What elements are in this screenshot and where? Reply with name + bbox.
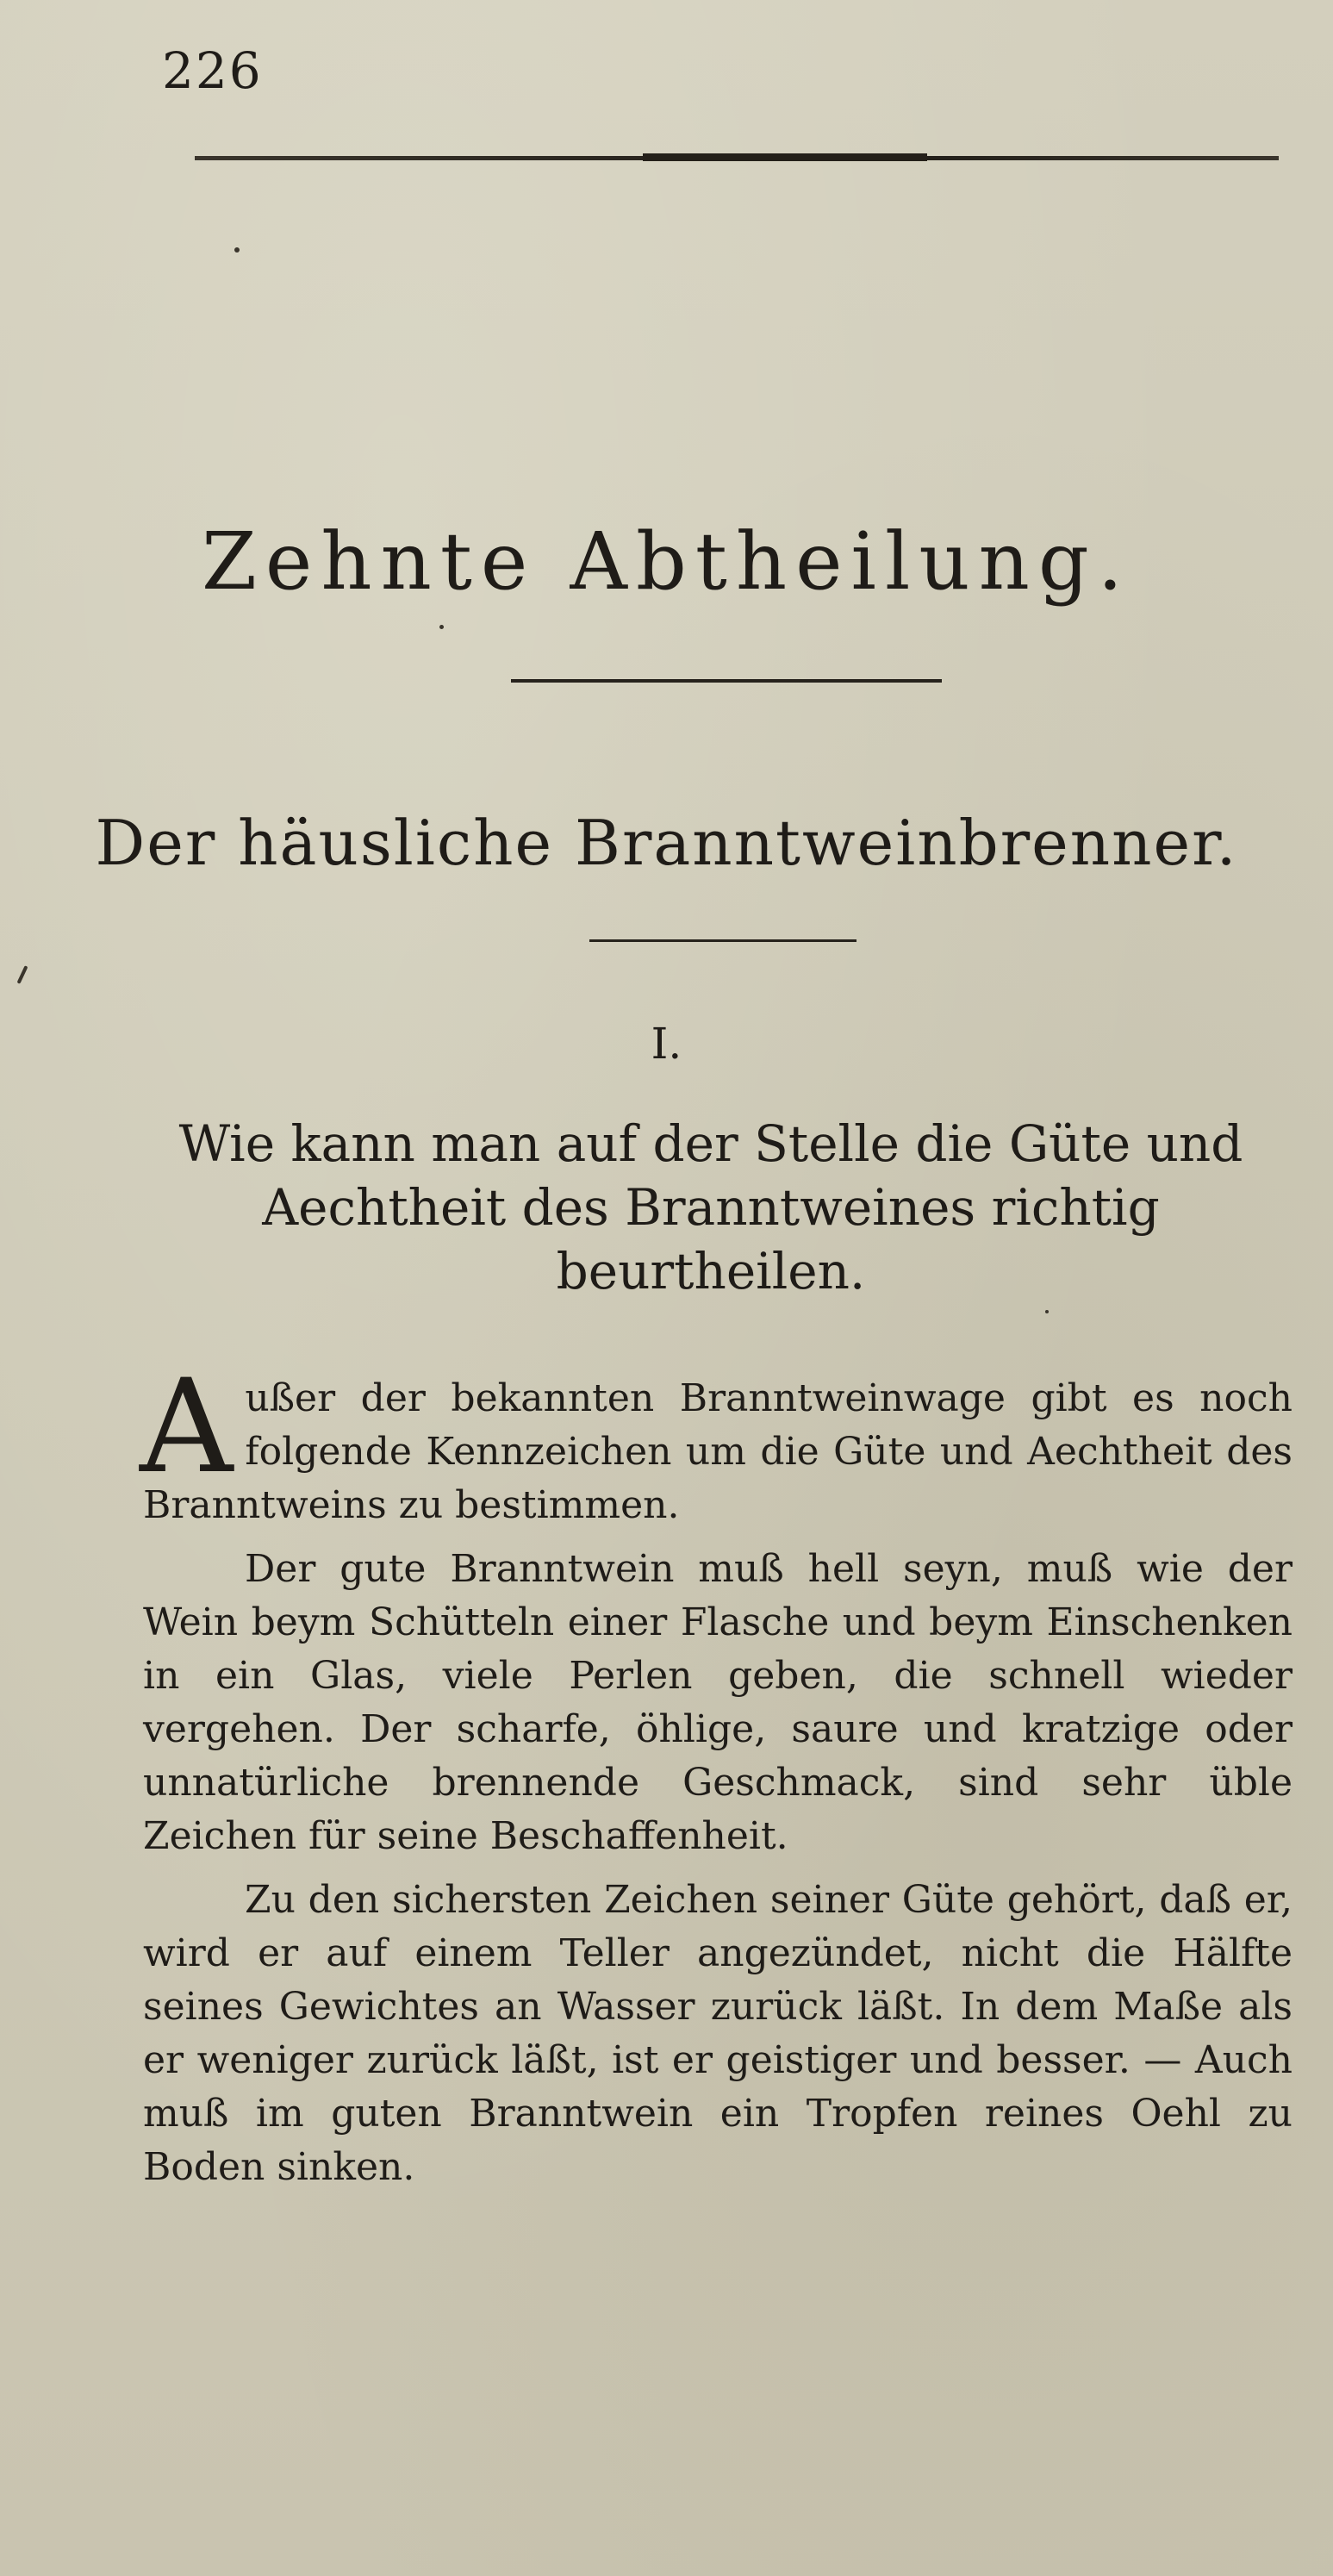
paragraph: Der gute Branntwein muß hell seyn, muß wie der Wein beym Schütteln einer Flasche und beym Einschenken in ein Glas, viele Perlen geben, die schnell wieder vergehen. Der scharfe, öhlige, saure und kratzige oder unnatürliche brennende Geschmack, sind sehr üble Zeichen für seine Beschaffenheit. xyxy=(143,1547,1293,1858)
paper-speck xyxy=(1045,1310,1049,1313)
paper-speck xyxy=(439,625,444,629)
paper-speck xyxy=(17,965,28,984)
title-rule xyxy=(511,679,942,683)
page-number: 226 xyxy=(162,41,263,100)
paragraph: Zu den sichersten Zeichen seiner Güte gehört, daß er, wird er auf einem Teller angezündet, nicht die Hälfte seines Gewichtes an Wasser zurück läßt. In dem Maße als er weniger zurück läßt, ist er geistiger und besser. — Auch muß im guten Branntwein ein Tropfen reines Oehl zu Boden sinken. xyxy=(143,1878,1293,2189)
chapter-title: Wie kann man auf der Stelle die Güte und Aechtheit des Branntweines richtig beurtheilen. xyxy=(178,1114,1243,1300)
part-title: Zehnte Abtheilung. xyxy=(201,515,1132,608)
header-rule xyxy=(195,156,1279,160)
paragraph-text: ußer der bekannten Branntweinwage gibt es noch folgende Kennzeichen um die Güte und Aechtheit des Branntweins zu bestimmen. xyxy=(143,1376,1293,1527)
section-title: Der häusliche Branntweinbrenner. xyxy=(95,807,1238,879)
paragraph xyxy=(140,1352,1293,1532)
chapter-number: I. xyxy=(651,1019,682,1069)
paper-speck xyxy=(234,247,240,253)
section-rule xyxy=(589,939,856,942)
body-text xyxy=(140,1352,1293,2205)
drop-cap: A xyxy=(140,1352,234,1502)
